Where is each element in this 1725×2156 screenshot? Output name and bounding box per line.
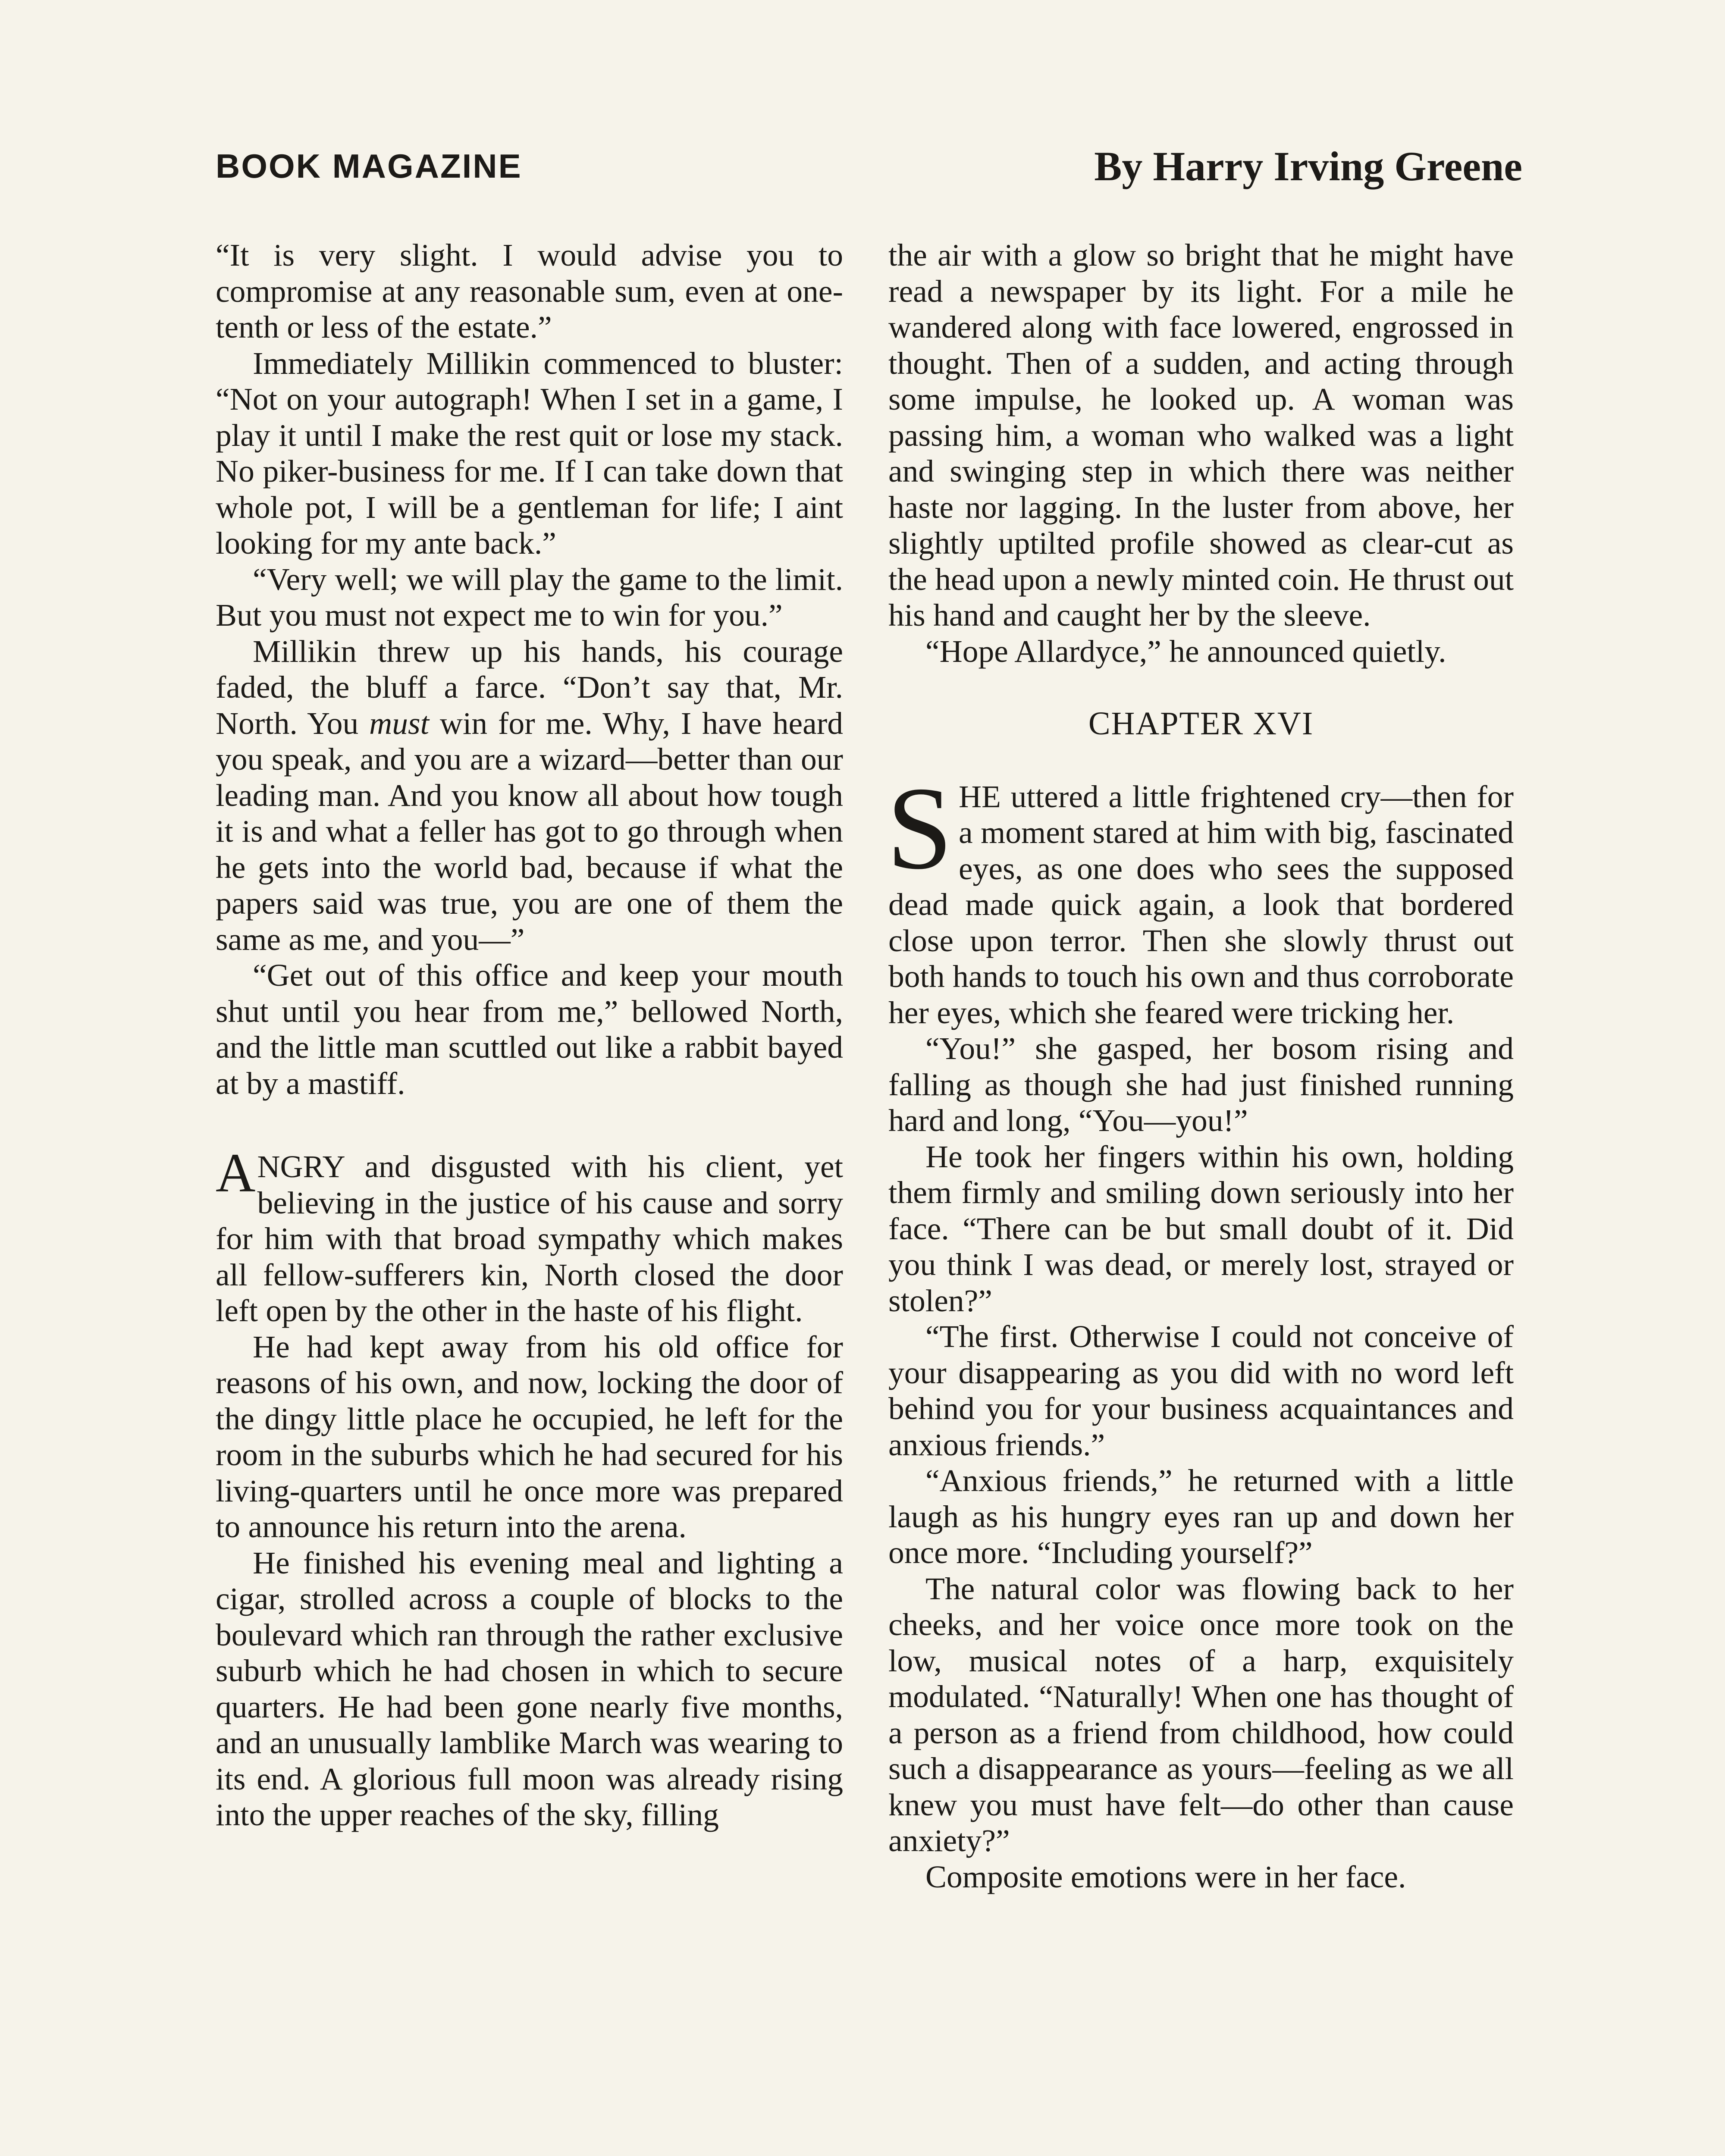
magazine-title: BOOK MAGAZINE [216,147,522,185]
paragraph: “Very well; we will play the game to the limit. But you must not expect me to win for you.” [216,561,843,633]
author-byline: By Harry Irving Greene [1094,143,1522,189]
right-column [888,237,1514,1895]
paragraph: “The first. Otherwise I could not conceive of your disappearing as you did with no word left behind you for your business acquaintances and anxious friends.” [888,1319,1514,1462]
paragraph: “Hope Allardyce,” he announced quietly. [925,633,1446,669]
text-run: win for me. Why, I have heard you speak, and you are a wizard—better than our leading man. And you know all about how tough it is and what a feller has got to go through when he gets into the world bad, because if what the papers said was true, you are one of them the same as me, and you—” [216,705,843,957]
drop-cap: S [887,762,953,894]
text-run: NGRY and disgusted with his client, yet believing in the justice of his cause and sorry for him with that broad sympathy which makes all fellow-sufferers kin, North closed the door left open by the other in the haste of his flight. [216,1149,843,1328]
paragraph: He had kept away from his old office for reasons of his own, and now, locking the door of the dingy little place he occupied, he left for the room in the suburbs which he had secured for his living-quarters until he once more was prepared to announce his return into the arena. [216,1329,843,1544]
paragraph: The natural color was flowing back to her cheeks, and her voice once more took on the low, musical notes of a harp, exquisitely modulated. “Naturally! When one has thought of a person as a friend from childhood, how could such a disappearance as yours—feeling as we all knew you must have felt—do other than cause anxiety?” [888,1571,1514,1858]
paragraph: “Get out of this office and keep your mouth shut until you hear from me,” bellowed North, and the little man scuttled out like a rabbit bayed at by a mastiff. [216,958,843,1101]
paragraph [216,633,843,958]
paragraph: He took her fingers within his own, holding them firmly and smiling down seriously into her face. “There can be but small doubt of it. Did you think I was dead, or merely lost, strayed or stolen?” [888,1139,1514,1318]
paragraph: “It is very slight. I would advise you to compromise at any reasonable sum, even at one-tenth or less of the estate.” [216,238,843,345]
text-run: Millikin threw up his hands, his courage faded, the bluff a farce. “Don’t say that, Mr. North. You [216,633,843,741]
drop-cap: A [216,1142,256,1203]
chapter-heading: CHAPTER XVI [1088,705,1314,742]
paragraph: “Anxious friends,” he returned with a little laugh as his hungry eyes ran up and down her once more. “Including yourself?” [888,1463,1514,1570]
paragraph: Immediately Millikin commenced to bluster: “Not on your autograph! When I set in a game, I play it until I make the rest quit or lose my stack. No piker-business for me. If I can take down that whole pot, I will be a gentleman for life; I aint looking for my ante back.” [216,345,843,561]
emphasis: must [369,705,429,741]
paragraph [887,762,1514,1031]
paragraph: Composite emotions were in her face. [925,1859,1406,1894]
paragraph: He finished his evening meal and lighting a cigar, strolled across a couple of blocks to the boulevard which ran through the rather exclusive suburb which he had chosen in which to secure quarters. He had been gone nearly five months, and an unusually lamblike March was wearing to its end. A glorious full moon was already rising into the upper reaches of the sky, filling [216,1545,843,1832]
paragraph [216,1142,843,1329]
text-run: HE uttered a little frightened cry—then for a moment stared at him with big, fascinated eyes, as one does who sees the supposed dead made quick again, a look that bordered close upon terror. Then she slowly thrust out both hands to touch his own and thus corroborate her eyes, which she feared were tricking her. [888,779,1514,1030]
left-column [216,237,843,1833]
running-header [216,143,1522,203]
paragraph: “You!” she gasped, her bosom rising and falling as though she had just finished running hard and long, “You—you!” [888,1031,1514,1138]
paragraph: the air with a glow so bright that he might have read a newspaper by its light. For a mile he wandered along with face lowered, engrossed in thought. Then of a sudden, and acting through some impulse, he looked up. A woman was passing him, a woman who walked was a light and swinging step in which there was neither haste nor lagging. In the luster from above, her slightly uptilted profile showed as clear-cut as the head upon a newly minted coin. He thrust out his hand and caught her by the sleeve. [888,238,1514,633]
